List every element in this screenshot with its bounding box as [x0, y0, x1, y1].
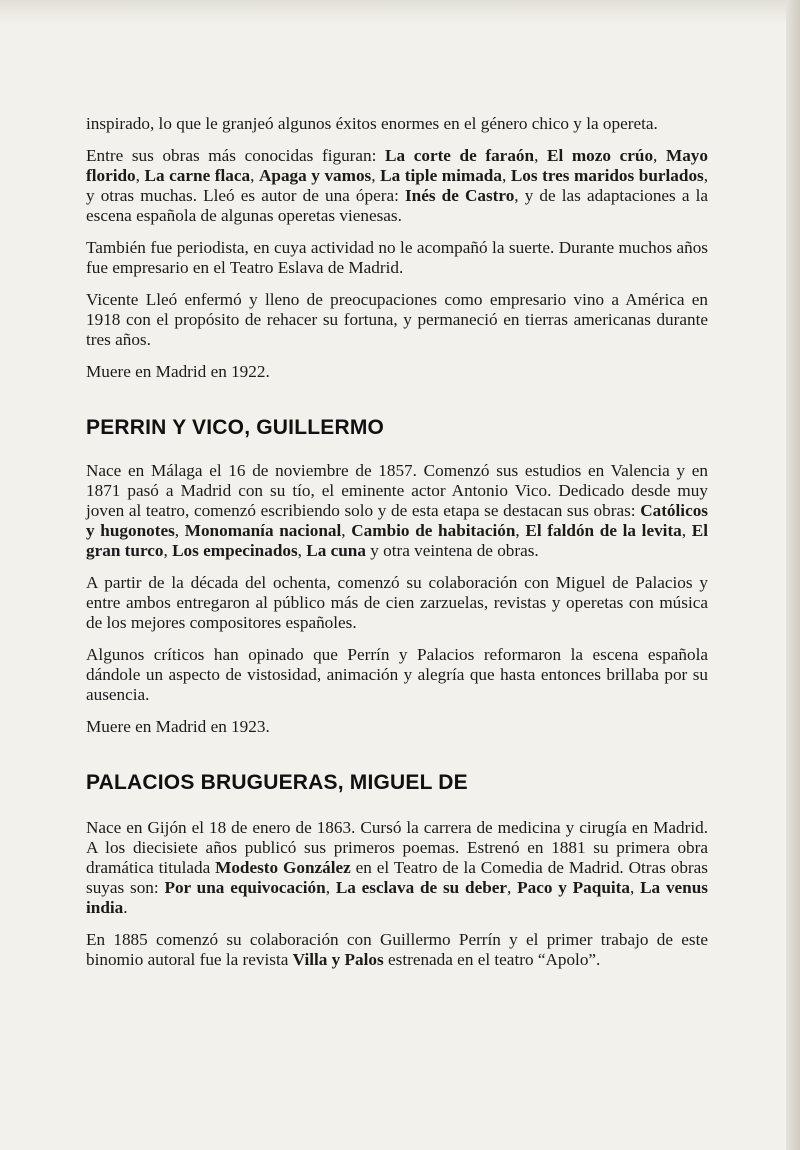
page-top-shadow	[0, 0, 800, 24]
section-palacios	[86, 773, 708, 970]
work-title: El mozo crúo	[547, 146, 654, 165]
text-run: Algunos críticos han opinado que Perrín y Palacios reformaron la escena española dándole un aspecto de vistosidad, animación y alegría que hasta entonces brillaba por su ausencia.	[86, 645, 708, 704]
work-title: Católicos y hugonotes	[86, 501, 708, 540]
work-title: Inés de Castro	[404, 186, 515, 205]
section-perrin	[86, 418, 708, 737]
work-title: La corte de faraón	[385, 146, 535, 165]
paragraph	[86, 645, 708, 705]
paragraph	[86, 238, 708, 278]
page-content	[86, 114, 708, 982]
work-title: Villa y Palos	[292, 950, 384, 969]
text-run: y otra veintena de obras.	[365, 541, 539, 560]
text-run: ,	[681, 521, 692, 540]
text-run: estrenada en el teatro “Apolo”.	[383, 950, 601, 969]
paragraph	[86, 930, 708, 970]
work-title: La esclava de su deber	[335, 878, 508, 897]
text-run: Muere en Madrid en 1923.	[86, 717, 270, 736]
text-run: ,	[515, 521, 526, 540]
text-run: ,	[629, 878, 641, 897]
work-title: El faldón de la levita	[525, 521, 682, 540]
paragraph	[86, 290, 708, 350]
text-run: ,	[507, 878, 518, 897]
text-run: ,	[163, 541, 173, 560]
text-run: Muere en Madrid en 1922.	[86, 362, 270, 381]
paragraph	[86, 717, 708, 737]
work-title: La carne flaca	[144, 166, 251, 185]
text-run: Vicente Lleó enfermó y lleno de preocupaciones como empresario vino a América en 1918 con el propósito de rehacer su fortuna, y permaneció en tierras americanas durante tres años.	[86, 290, 708, 349]
text-run: ,	[325, 878, 336, 897]
text-run: Nace en Gijón el 18 de enero de 1863. Cursó la carrera de medicina y cirugía en Madrid. A los diecisiete años publicó sus primeros poemas. Estrenó en 1881 su primera obra dramática titulada	[86, 818, 708, 877]
section-lleo-continued	[86, 114, 708, 382]
text-run: ,	[135, 166, 145, 185]
work-title: La tiple mimada	[380, 166, 502, 185]
text-run: ,	[501, 166, 511, 185]
paragraph	[86, 818, 708, 918]
text-run: ,	[534, 146, 547, 165]
text-run: ,	[653, 146, 666, 165]
work-title: La cuna	[306, 541, 366, 560]
text-run: ,	[341, 521, 352, 540]
paragraph	[86, 146, 708, 226]
paragraph	[86, 362, 708, 382]
page-right-edge	[786, 0, 800, 1150]
work-title: La venus india	[86, 878, 708, 917]
text-run: También fue periodista, en cuya actividad no le acompañó la suerte. Durante muchos años fue empresario en el Teatro Eslava de Madrid.	[86, 238, 708, 277]
text-run: ,	[174, 521, 185, 540]
work-title: Mayo florido	[86, 146, 708, 185]
section-heading: PALACIOS BRUGUERAS, MIGUEL DE	[86, 771, 468, 794]
text-run: ,	[250, 166, 259, 185]
work-title: Cambio de habitación	[351, 521, 516, 540]
work-title: Modesto González	[215, 858, 351, 877]
text-run: .	[123, 898, 128, 917]
paragraph	[86, 114, 708, 134]
text-run: Nace en Málaga el 16 de noviembre de 1857. Comenzó sus estudios en Valencia y en 1871 pasó a Madrid con su tío, el eminente actor Antonio Vico. Dedicado desde muy joven al teatro, comenzó escribiendo solo y de esta etapa se destacan sus obras:	[86, 461, 708, 520]
text-run: , y de las adaptaciones a la escena española de algunas operetas vienesas.	[86, 186, 708, 225]
section-heading: PERRIN Y VICO, GUILLERMO	[86, 416, 385, 439]
text-run: A partir de la década del ochenta, comenzó su colaboración con Miguel de Palacios y entre ambos entregaron al público más de cien zarzuelas, revistas y operetas con música de los mejores compositores españoles.	[86, 573, 708, 632]
text-run: Entre sus obras más conocidas figuran:	[86, 146, 386, 165]
work-title: Paco y Paquita	[517, 878, 630, 897]
work-title: Monomanía nacional	[184, 521, 342, 540]
text-run: ,	[371, 166, 381, 185]
paragraph	[86, 573, 708, 633]
work-title: Por una equivocación	[164, 878, 326, 897]
text-run: en el Teatro de la Comedia de Madrid. Otras obras suyas son:	[86, 858, 708, 897]
work-title: Apaga y vamos	[258, 166, 372, 185]
text-run: ,	[297, 541, 307, 560]
work-title: El gran turco	[86, 521, 708, 560]
paragraph	[86, 461, 708, 561]
text-run: En 1885 comenzó su colaboración con Guillermo Perrín y el primer trabajo de este binomio autoral fue la revista	[86, 930, 708, 969]
work-title: Los tres maridos burlados	[510, 166, 704, 185]
work-title: Los empecinados	[172, 541, 298, 560]
text-run: , y otras muchas. Lleó es autor de una ópera:	[86, 166, 709, 205]
text-run: inspirado, lo que le granjeó algunos éxitos enormes en el género chico y la opereta.	[86, 114, 658, 133]
